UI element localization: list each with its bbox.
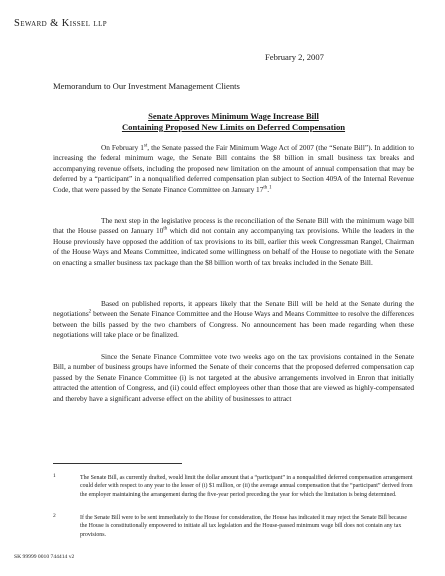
firm-name: Seward & Kissel llp <box>14 18 108 29</box>
paragraph-3-text-b: between the Senate Finance Committee and the House Ways and Means Committee to resolve the differences between the bills passed by the two chambers of Congress. No announcement has been made regarding when these negotiations will take place or be finalized. <box>53 309 414 340</box>
footnote-2-text: If the Senate Bill were to be sent immediately to the House for consideration, the House has indicated it may reject the Senate Bill because the House is constitutionally empowered to initiate all tax legislation and the House-passed minimum wage bill does not contain any tax provisions. <box>80 515 407 538</box>
paragraph-3 <box>53 299 414 341</box>
memo-title-line-1: Senate Approves Minimum Wage Increase Bill <box>148 111 319 121</box>
paragraph-2 <box>53 216 414 268</box>
memo-addressee: Memorandum to Our Investment Management Clients <box>53 81 240 91</box>
ordinal-suffix: th <box>263 185 268 191</box>
ordinal-suffix: st <box>143 143 148 149</box>
paragraph-1-text-b: , the Senate passed the Fair Minimum Wage Act of 2007 (the “Senate Bill”). In addition to increasing the federal minimum wage, the Senate Bill contains the $8 billion in small business tax breaks and accompanying revenue offsets, including the proposed new limitation on the amount of annual compensation that may be deferred by a “participant” in a nonqualified deferred compensation plan subject to Section 409A of the Internal Revenue Code, that were passed by the Senate Finance Committee on January 17 <box>53 143 415 194</box>
ordinal-suffix: th <box>163 226 168 232</box>
footnote-1-number: 1 <box>53 473 56 479</box>
paragraph-1 <box>53 143 414 195</box>
footnote-2-number: 2 <box>53 513 56 519</box>
paragraph-4: Since the Senate Finance Committee vote two weeks ago on the tax provisions contained in the Senate Bill, a number of business groups have informed the Senate of their concerns that the proposed deferred compensation cap passed by the Senate Finance Committee (i) is not targeted at the abusive arrangements involved in Enron that initially attracted the attention of Congress, and (ii) could effect employees other than those that are viewed as highly-compensated and thereby have a significant adverse effect on the ability of businesses to attract <box>53 352 414 403</box>
paragraph-2-text-b: which did not contain any accompanying tax provisions. While the leaders in the House previously have opposed the addition of tax provisions to its bill, earlier this week Congressman Rangel, Chairman of the House Ways and Means Committee, indicated some willingness on behalf of the House to negotiate with the Senate on enacting a smaller business tax package than the $8 billion worth of tax breaks included in the Senate Bill. <box>53 226 415 267</box>
footnote-ref-1[interactable]: 1 <box>269 185 272 191</box>
paragraph-3-text-a: Based on published reports, it appears likely that the Senate Bill will be held at the Senate during the negotiations <box>53 299 414 319</box>
footnote-ref-2[interactable]: 2 <box>88 309 92 315</box>
memo-title-line-2: Containing Proposed New Limits on Deferred Compensation <box>121 122 346 132</box>
document-id: SK 99999 0010 744414 v2 <box>14 554 75 560</box>
paragraph-1-text-c: . <box>267 184 270 194</box>
footnote-divider <box>53 463 182 464</box>
paragraph-1-text-a: On February 1 <box>101 143 144 152</box>
footnote-1-text: The Senate Bill, as currently drafted, would limit the dollar amount that a “participant” in a nonqualified deferred compensation arrangement could defer with respect to any year to the lesser of (i) $1 million, or (ii) the average annual compensation that the “participant” derived from the employer maintaining the arrangement during the five-year period preceding the year for which the limitation is being determined. <box>80 475 413 498</box>
paragraph-2-text-a: The next step in the legislative process is the reconciliation of the Senate Bill with the minimum wage bill that the House passed on January 10 <box>53 216 414 236</box>
memo-date: February 2, 2007 <box>265 52 324 62</box>
